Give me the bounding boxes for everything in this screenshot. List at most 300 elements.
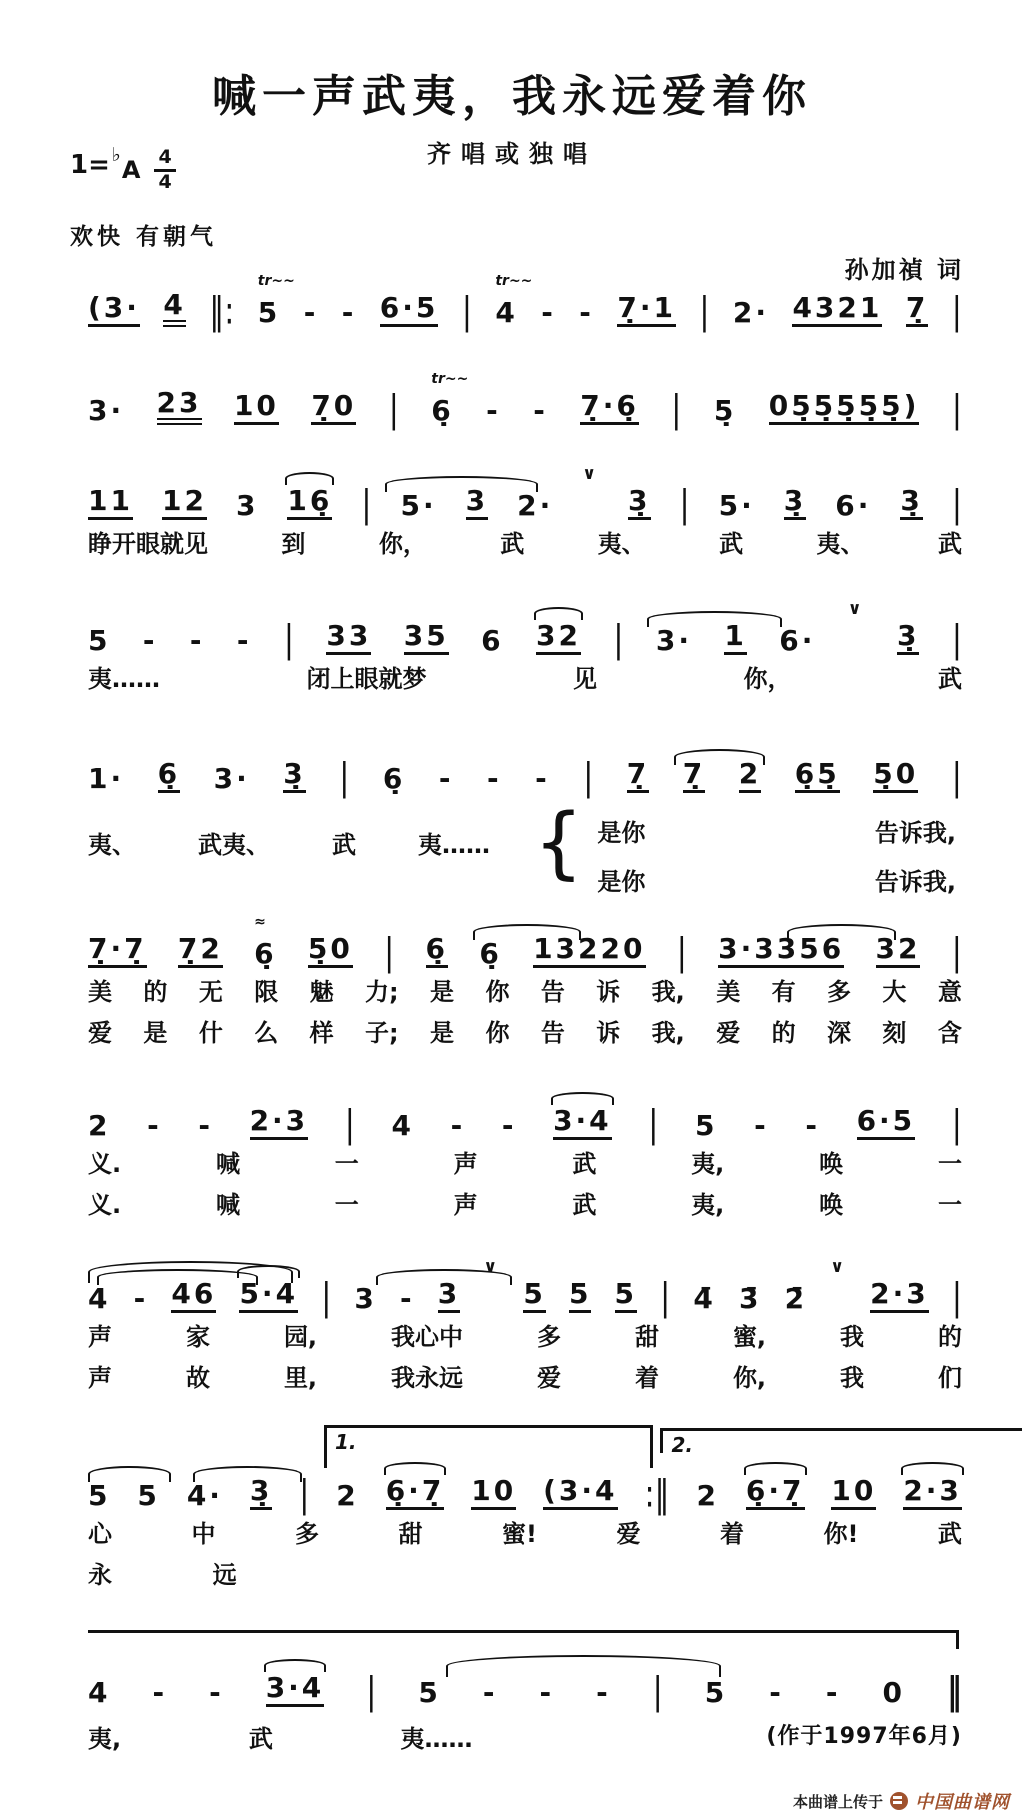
lyric-syllable: 着 bbox=[719, 1520, 744, 1548]
lyric-syllable: 夷…… bbox=[418, 831, 490, 859]
lyric-syllable: 一 bbox=[937, 1150, 962, 1178]
note-token: 3· bbox=[213, 762, 250, 795]
lyric-syllable: 声 bbox=[88, 1323, 112, 1351]
note-token: 4 tr~~ bbox=[495, 273, 533, 329]
note-token: 32 bbox=[876, 935, 921, 968]
breath-mark: ∨ bbox=[582, 464, 600, 484]
note-token: - bbox=[486, 394, 501, 427]
lyric-syllable: 园, bbox=[283, 1323, 318, 1351]
barline: | bbox=[951, 482, 962, 527]
note-token: 3 bbox=[438, 1280, 460, 1313]
lyric-syllable: 限 bbox=[254, 978, 279, 1006]
note-token: 46 bbox=[171, 1280, 216, 1313]
lyric-syllable: 多 bbox=[827, 978, 852, 1006]
lyric-syllable: 声 bbox=[453, 1190, 478, 1219]
note-token: 7̣2 bbox=[178, 935, 223, 968]
meter-denominator: 4 bbox=[158, 170, 172, 193]
key-letter: A bbox=[121, 156, 141, 184]
lyric-syllable: 的 bbox=[771, 1018, 796, 1047]
note-token: - bbox=[754, 1109, 769, 1142]
barline: | bbox=[339, 755, 350, 800]
lyric-syllable: 一 bbox=[334, 1150, 359, 1178]
lyric-syllable: 爱 bbox=[537, 1363, 561, 1392]
notation-line-6 bbox=[88, 914, 962, 975]
system-9 bbox=[88, 1430, 962, 1590]
lyric-syllable: 美 bbox=[88, 978, 112, 1006]
lyric-syllable: 什 bbox=[198, 1018, 223, 1047]
barline: | bbox=[951, 289, 962, 334]
note-token: 4 bbox=[88, 1676, 111, 1709]
note-token: - bbox=[539, 1676, 555, 1709]
note-token: 6̣·7̣ bbox=[386, 1477, 445, 1510]
note-token: - bbox=[198, 1109, 213, 1142]
lyrics-line-6-verse-2 bbox=[88, 1019, 962, 1048]
lyrics-line-8-verse-2 bbox=[88, 1364, 962, 1393]
lyric-syllable: 么 bbox=[254, 1018, 279, 1047]
lyrics-line-5 bbox=[88, 798, 962, 897]
system-6 bbox=[88, 914, 962, 1048]
note-token: 6̣ bbox=[158, 760, 180, 793]
lyric-syllable: 大 bbox=[882, 978, 907, 1006]
lyric-syllable: 远 bbox=[212, 1560, 237, 1589]
note-token: - bbox=[501, 1109, 517, 1142]
lyric-syllable: 诉 bbox=[596, 978, 621, 1006]
note-token: 5 bbox=[615, 1280, 637, 1313]
lyric-syllable: 武 bbox=[500, 530, 525, 558]
lyric-syllable: 夷…… bbox=[400, 1725, 473, 1753]
note-token: 5 bbox=[695, 1109, 718, 1142]
lyric-syllable: 你， bbox=[743, 665, 792, 693]
lyrics-line-9-verse-1 bbox=[88, 1520, 962, 1549]
key-signature bbox=[70, 144, 176, 193]
lyric-syllable: 家 bbox=[185, 1323, 210, 1351]
note-token: 33 bbox=[326, 622, 371, 655]
tempo-marking: 欢快 有朝气 bbox=[70, 224, 218, 250]
lyric-syllable: 永 bbox=[88, 1560, 112, 1589]
note-token: - bbox=[152, 1676, 168, 1709]
note-token: - bbox=[209, 1676, 224, 1709]
braced-lyrics-row-2 bbox=[583, 862, 962, 897]
barline: | bbox=[461, 289, 472, 334]
volta-1-bracket bbox=[324, 1425, 653, 1468]
lyric-syllable: 我心中 bbox=[391, 1323, 464, 1351]
barline: | bbox=[613, 617, 624, 662]
lyric-syllable: 多 bbox=[295, 1520, 319, 1548]
lyric-syllable: 甜 bbox=[634, 1323, 659, 1351]
note-token: - bbox=[438, 762, 454, 795]
lyric-syllable: 是 bbox=[143, 1018, 168, 1047]
note-token: 2·3 bbox=[250, 1107, 309, 1140]
volta-2-continuation-line bbox=[88, 1630, 959, 1649]
lyric-syllable: 是 bbox=[430, 978, 455, 1006]
lyric-syllable: 深 bbox=[827, 1018, 852, 1047]
lyric-syllable: 意 bbox=[937, 978, 962, 1006]
barline: | bbox=[951, 755, 962, 800]
lyric-syllable: 你 bbox=[485, 1018, 510, 1047]
note-token: 6 bbox=[481, 624, 504, 657]
notation-line-4 bbox=[88, 599, 962, 662]
note-token: 6̣ bbox=[479, 937, 502, 970]
barline: | bbox=[283, 617, 295, 662]
lyric-syllable: 见 bbox=[573, 665, 597, 693]
notation-line-3 bbox=[88, 464, 962, 527]
lyric-syllable: 闭上眼就梦 bbox=[306, 665, 427, 693]
lyric-syllable: 的 bbox=[143, 978, 168, 1006]
lyric-syllable: 武 bbox=[719, 530, 744, 558]
lyric-syllable: 你， bbox=[378, 530, 427, 558]
lyric-syllable: 是你 bbox=[597, 868, 646, 896]
lyric-syllable: 蜜! bbox=[502, 1520, 537, 1548]
lyric-syllable: 我, bbox=[651, 978, 685, 1006]
lyrics-line-8-verse-1 bbox=[88, 1323, 962, 1352]
notation-line-7 bbox=[88, 1100, 962, 1147]
lyric-syllable: 夷、 bbox=[88, 831, 136, 859]
braced-lyrics bbox=[583, 807, 962, 897]
note-token: - bbox=[533, 394, 548, 427]
lyric-syllable: 夷、 bbox=[597, 530, 646, 558]
note-token: 1· bbox=[88, 762, 125, 795]
lyric-syllable: 夷, bbox=[88, 1725, 122, 1753]
lyric-syllable: 刻 bbox=[882, 1018, 907, 1047]
volta-2-label: 2. bbox=[671, 1433, 693, 1457]
notation-line-10 bbox=[88, 1667, 962, 1714]
note-token: 2 bbox=[696, 1479, 719, 1512]
barline: | bbox=[299, 1472, 310, 1517]
note-token: - bbox=[535, 762, 550, 795]
note-token: 11 bbox=[88, 487, 133, 520]
note-token: - bbox=[236, 624, 252, 657]
lyrics-line-7-verse-2 bbox=[88, 1191, 962, 1220]
note-token: 6̣·7̣ bbox=[746, 1477, 805, 1510]
note-token: 05̣5̣5̣5̣5̣) bbox=[769, 392, 920, 425]
note-token: 2 bbox=[739, 760, 761, 793]
lyric-syllable: 样 bbox=[309, 1018, 334, 1047]
system-10 bbox=[88, 1667, 962, 1754]
note-token: 3 bbox=[235, 489, 259, 522]
note-token: 5 bbox=[569, 1280, 591, 1313]
trill-mark: tr~~ bbox=[257, 273, 295, 289]
note-token: 5 bbox=[88, 624, 111, 657]
notation-line-1 bbox=[88, 273, 962, 334]
composition-date: (作于1997年6月) bbox=[766, 1724, 962, 1749]
trill-mark: tr~~ bbox=[495, 273, 533, 289]
note-token: 3̣ bbox=[283, 760, 305, 793]
note-token: - bbox=[596, 1676, 611, 1709]
site-name: 中国曲谱网 bbox=[915, 1792, 1010, 1813]
barline: | bbox=[361, 482, 372, 527]
qupu-site-logo-icon bbox=[890, 1792, 908, 1810]
flat-icon: ♭ bbox=[111, 144, 121, 166]
system-7 bbox=[88, 1100, 962, 1220]
lyric-syllable: 我 bbox=[840, 1323, 865, 1351]
note-token: - bbox=[805, 1109, 820, 1142]
lyrics-line-4 bbox=[88, 665, 962, 694]
lyric-syllable: 武 bbox=[572, 1150, 597, 1178]
note-token: 5 tr~~ bbox=[257, 273, 295, 329]
lyric-syllable: 我 bbox=[840, 1363, 865, 1392]
system-5 bbox=[88, 753, 962, 897]
lyric-syllable: 美 bbox=[716, 978, 741, 1006]
upload-note: 本曲谱上传于 bbox=[792, 1792, 883, 1811]
lyric-syllable: 心 bbox=[88, 1520, 112, 1548]
lyric-syllable: 睁开眼就见 bbox=[88, 530, 208, 558]
note-token: 2 bbox=[88, 1109, 111, 1142]
system-8 bbox=[88, 1257, 962, 1393]
barline: | bbox=[344, 1102, 355, 1147]
note-token: - bbox=[450, 1109, 466, 1142]
lyric-syllable: 中 bbox=[191, 1520, 216, 1548]
note-token: - bbox=[147, 1109, 162, 1142]
note-token: 3· bbox=[655, 624, 692, 657]
final-barline: ‖ bbox=[946, 1669, 962, 1714]
note-token: 6̣ ≈ bbox=[254, 914, 277, 970]
note-token: 4 bbox=[163, 291, 185, 327]
note-token: 12 bbox=[162, 487, 207, 520]
lyric-syllable: 告 bbox=[540, 978, 565, 1006]
lyric-syllable: 唤 bbox=[819, 1150, 844, 1178]
notation-line-2 bbox=[88, 371, 962, 432]
lyric-syllable: 声 bbox=[88, 1363, 112, 1392]
breath-mark: ∨ bbox=[847, 599, 865, 619]
lyric-syllable: 我, bbox=[651, 1018, 685, 1047]
note-token: 2· bbox=[732, 296, 770, 329]
lyric-syllable: 甜 bbox=[398, 1520, 423, 1548]
note-token: 6· bbox=[779, 624, 816, 657]
note-token: 2· bbox=[517, 489, 554, 522]
note-token: 5 bbox=[704, 1676, 728, 1709]
note-token: - bbox=[303, 296, 319, 329]
note-token: 6̣ bbox=[382, 762, 406, 795]
note-token: 2·3 bbox=[870, 1280, 929, 1313]
lyricist-credit: 孙加禎 词 bbox=[844, 256, 964, 284]
lyric-syllable: 夷、 bbox=[816, 530, 865, 558]
lyric-syllable: 告 bbox=[540, 1018, 565, 1047]
barline: | bbox=[951, 1275, 962, 1320]
note-token: 1 bbox=[724, 622, 746, 655]
note-token: 13220 bbox=[533, 935, 645, 968]
lyric-syllable: 唤 bbox=[819, 1190, 844, 1219]
note-token: 3·4 bbox=[266, 1674, 325, 1707]
note-token: 10 bbox=[471, 1477, 516, 1510]
barline: | bbox=[652, 1669, 663, 1714]
note-token: - bbox=[486, 762, 502, 795]
lyric-syllable: 诉 bbox=[596, 1018, 621, 1047]
note-token: 3 bbox=[354, 1282, 377, 1315]
note-token: 7̣·6̣ bbox=[580, 392, 639, 425]
note-token: 10 bbox=[831, 1477, 876, 1510]
barline: | bbox=[366, 1669, 377, 1714]
barline: | bbox=[321, 1275, 332, 1320]
lyric-syllable: 是你 bbox=[597, 819, 646, 847]
lyric-syllable: 着 bbox=[634, 1363, 659, 1392]
lyric-syllable: 武 bbox=[332, 831, 356, 859]
barline: | bbox=[660, 1275, 671, 1320]
note-token: 0 bbox=[882, 1676, 905, 1709]
lyric-syllable: 武夷、 bbox=[198, 831, 270, 859]
note-token: 2 bbox=[336, 1479, 359, 1512]
note-token: 6̣ tr~~ bbox=[431, 371, 469, 427]
system-4 bbox=[88, 599, 962, 694]
note-token: 3·4 bbox=[553, 1107, 612, 1140]
note-token: 35 bbox=[404, 622, 449, 655]
lyrics-line-10 bbox=[88, 1719, 962, 1754]
note-token: 7̣0 bbox=[311, 392, 356, 425]
note-token: 5̣0 bbox=[308, 935, 353, 968]
note-token: 5̣0 bbox=[873, 760, 918, 793]
note-token: 2·3 bbox=[903, 1477, 962, 1510]
lyric-syllable: 一 bbox=[334, 1190, 359, 1219]
note-token: 6̣5̣ bbox=[795, 760, 840, 793]
note-token: 2̄ bbox=[784, 1282, 808, 1315]
note-token: 6· bbox=[835, 489, 872, 522]
key-prefix: 1= bbox=[70, 150, 110, 180]
lyric-syllable: 力; bbox=[365, 978, 399, 1006]
lyric-syllable: 武 bbox=[938, 665, 962, 693]
barline: :‖ bbox=[644, 1472, 670, 1517]
lyric-syllable: 我永远 bbox=[391, 1363, 464, 1392]
note-token: 4· bbox=[186, 1479, 223, 1512]
lyric-syllable: 故 bbox=[185, 1363, 210, 1392]
barline: | bbox=[671, 387, 682, 432]
lyric-syllable: 多 bbox=[537, 1323, 561, 1351]
lyrics-left-group bbox=[88, 1719, 473, 1754]
note-token: - bbox=[541, 296, 556, 329]
note-token: 5 bbox=[137, 1479, 160, 1512]
barline: | bbox=[679, 482, 690, 527]
mordent-mark: ≈ bbox=[254, 914, 266, 930]
note-token: (3·4 bbox=[543, 1477, 617, 1510]
lyrics-line-7-verse-1 bbox=[88, 1150, 962, 1179]
note-token: 4 bbox=[88, 1282, 111, 1315]
barline: ‖: bbox=[209, 289, 235, 334]
breath-mark: ∨ bbox=[830, 1257, 848, 1277]
note-token: - bbox=[133, 1282, 149, 1315]
note-token: 3̄ bbox=[739, 1282, 762, 1315]
note-token: - bbox=[189, 624, 205, 657]
lyric-syllable: 爱 bbox=[88, 1018, 112, 1047]
volta-1-label: 1. bbox=[334, 1430, 357, 1454]
note-token: (3· bbox=[88, 294, 140, 327]
system-1 bbox=[88, 273, 962, 334]
note-token: 23 bbox=[157, 389, 202, 425]
system-2 bbox=[88, 371, 962, 432]
watermark-footer bbox=[793, 1788, 1010, 1814]
note-token: 3̣ bbox=[897, 622, 919, 655]
lyric-syllable: 夷, bbox=[691, 1150, 725, 1178]
note-token: 7̣·7̣ bbox=[88, 935, 147, 968]
note-token: 7̣·1 bbox=[617, 294, 676, 327]
lyric-syllable: 武 bbox=[248, 1725, 273, 1753]
lyric-syllable: 爱 bbox=[716, 1018, 741, 1047]
breath-mark: ∨ bbox=[483, 1257, 501, 1277]
note-token: 5̣ bbox=[713, 394, 737, 427]
lyric-syllable: 爱 bbox=[616, 1520, 641, 1548]
lyrics-line-3 bbox=[88, 530, 962, 559]
lyric-syllable: 夷, bbox=[691, 1190, 725, 1219]
barline: | bbox=[388, 387, 399, 432]
lyrics-line-6-verse-1 bbox=[88, 978, 962, 1007]
lyric-syllable: 武 bbox=[937, 1520, 962, 1548]
note-token: 6·5 bbox=[857, 1107, 916, 1140]
lyric-syllable: 魅 bbox=[309, 978, 334, 1006]
lyric-syllable: 你 bbox=[485, 978, 510, 1006]
barline: | bbox=[384, 930, 395, 975]
note-token: 32 bbox=[536, 622, 581, 655]
system-3 bbox=[88, 464, 962, 559]
note-token: 5· bbox=[718, 489, 755, 522]
note-token: 7̣ bbox=[627, 760, 649, 793]
trill-mark: tr~~ bbox=[431, 371, 469, 387]
note-token: 6·5 bbox=[380, 294, 439, 327]
lyric-syllable: 夷…… bbox=[88, 665, 160, 693]
note-token: 5 bbox=[523, 1280, 545, 1313]
performance-type: 齐唱或独唱 bbox=[427, 140, 597, 168]
note-token: - bbox=[400, 1282, 415, 1315]
note-token: 5 bbox=[418, 1676, 441, 1709]
note-token: 3̣ bbox=[900, 487, 922, 520]
lyric-syllable: 义. bbox=[88, 1150, 122, 1178]
note-token: - bbox=[769, 1676, 784, 1709]
lyric-syllable: 喊 bbox=[215, 1190, 240, 1219]
note-token: 3̣ bbox=[784, 487, 806, 520]
barline: | bbox=[951, 617, 962, 662]
brace-icon: { bbox=[533, 798, 584, 888]
note-token: - bbox=[142, 624, 158, 657]
lyric-syllable: 武 bbox=[572, 1190, 597, 1219]
note-token: - bbox=[482, 1676, 498, 1709]
lyric-syllable: 到 bbox=[281, 530, 306, 558]
volta-2-bracket bbox=[660, 1428, 1021, 1457]
note-token: 7̣ bbox=[683, 760, 705, 793]
lyric-syllable: 蜜, bbox=[732, 1323, 767, 1351]
lyric-syllable: 里, bbox=[283, 1363, 318, 1392]
lyric-syllable: 子; bbox=[365, 1018, 399, 1047]
lyric-syllable: 你, bbox=[732, 1363, 767, 1392]
note-token: 3 bbox=[466, 487, 488, 520]
note-token: 3· bbox=[88, 394, 125, 427]
note-token: 4321 bbox=[792, 294, 882, 327]
lyric-syllable: 告诉我, bbox=[874, 868, 956, 896]
note-token: 10 bbox=[234, 392, 279, 425]
note-token: 5· bbox=[400, 489, 437, 522]
note-token: - bbox=[579, 296, 594, 329]
note-token: - bbox=[341, 296, 357, 329]
lyric-syllable: 告诉我, bbox=[874, 819, 956, 847]
barline: | bbox=[951, 930, 962, 975]
note-token: 3̣ bbox=[628, 487, 650, 520]
lyrics-left-group bbox=[88, 807, 490, 897]
lyric-syllable: 义. bbox=[88, 1190, 122, 1219]
lyric-syllable: 无 bbox=[198, 978, 223, 1006]
lyric-syllable: 是 bbox=[430, 1018, 455, 1047]
lyric-syllable: 们 bbox=[938, 1363, 962, 1392]
lyric-syllable: 你! bbox=[823, 1520, 859, 1548]
time-signature bbox=[154, 148, 175, 193]
meter-numerator: 4 bbox=[154, 148, 175, 172]
note-token: 6̣ bbox=[426, 935, 448, 968]
barline: | bbox=[699, 289, 710, 334]
barline: | bbox=[676, 930, 687, 975]
lyric-syllable: 喊 bbox=[215, 1150, 240, 1178]
barline: | bbox=[951, 1102, 962, 1147]
lyric-syllable: 含 bbox=[937, 1018, 962, 1047]
barline: | bbox=[583, 755, 594, 800]
note-token: 16̣ bbox=[287, 487, 332, 520]
notation-line-8 bbox=[88, 1257, 962, 1320]
lyrics-line-9-verse-2 bbox=[88, 1561, 237, 1590]
barline: | bbox=[648, 1102, 659, 1147]
note-token: - bbox=[825, 1676, 841, 1709]
